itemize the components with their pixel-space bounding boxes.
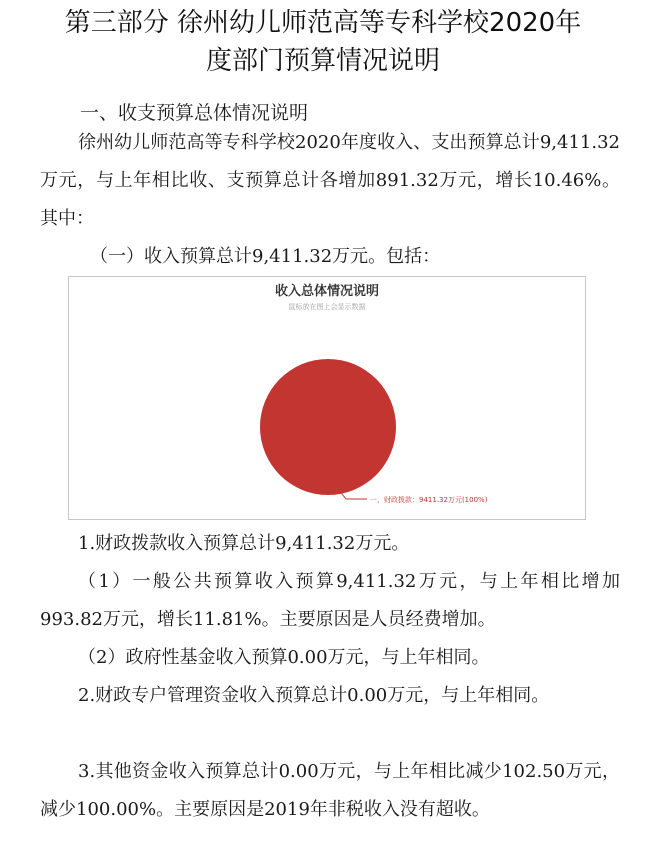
item-1-1: （1）一般公共预算收入预算9,411.32万元，与上年相比增加993.82万元，增长11.81%。主要原因是人员经费增加。 bbox=[40, 571, 620, 630]
chart-title: 收入总体情况说明 bbox=[274, 284, 379, 299]
item-3: 3.其他资金收入预算总计0.00万元，与上年相比减少102.50万元，减少100.00%。主要原因是2019年非税收入没有超收。 bbox=[40, 761, 620, 820]
income-total-paragraph: （一）收入预算总计9,411.32万元。包括： bbox=[90, 246, 441, 267]
item-2: 2.财政专户管理资金收入预算总计0.00万元，与上年相同。 bbox=[78, 685, 550, 706]
item-1-2: （2）政府性基金收入预算0.00万元，与上年相同。 bbox=[78, 647, 490, 668]
section-heading: 一、收支预算总体情况说明 bbox=[80, 102, 309, 124]
pie-slice-label: 一、财政拨款：9411.32万元(100%) bbox=[370, 496, 488, 504]
income-pie-chart[interactable] bbox=[68, 276, 586, 520]
item-1: 1.财政拨款收入预算总计9,411.32万元。 bbox=[78, 533, 410, 554]
chart-subtitle: 鼠标放在图上会显示数据 bbox=[288, 303, 366, 311]
pie-slice-fiscal-allocation[interactable] bbox=[260, 359, 396, 495]
page-title-line1: 第三部分 徐州幼儿师范高等专科学校2020年 bbox=[64, 8, 582, 38]
pie-svg[interactable] bbox=[69, 277, 585, 519]
intro-paragraph: 徐州幼儿师范高等专科学校2020年度收入、支出预算总计9,411.32万元，与上年相比收、支预算总计各增加891.32万元，增长10.46%。其中： bbox=[40, 132, 620, 229]
page-title-line2: 度部门预算情况说明 bbox=[205, 46, 440, 76]
